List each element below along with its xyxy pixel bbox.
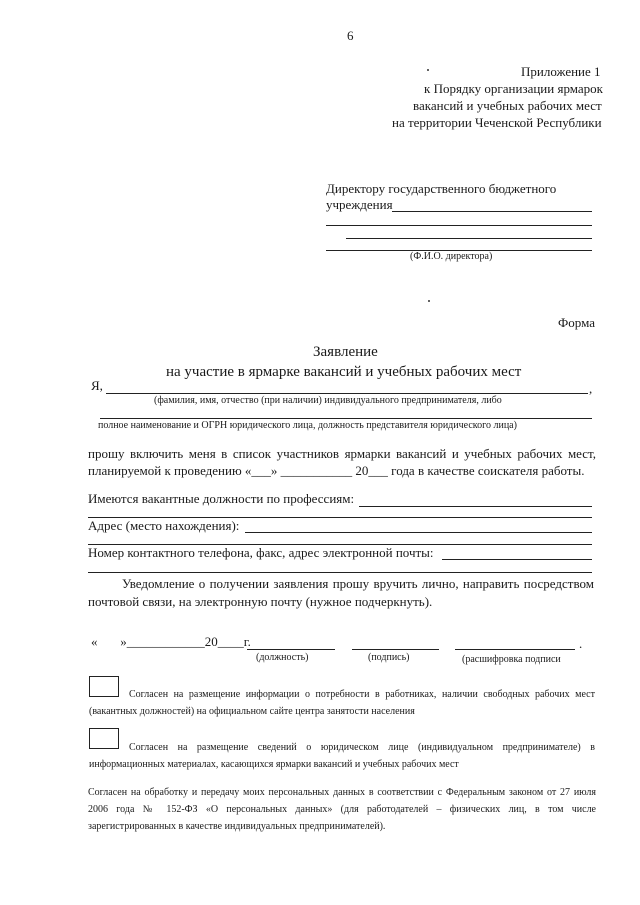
appendix-line4: на территории Чеченской Республики [392, 115, 602, 130]
scan-dot [428, 300, 430, 302]
director-fio-caption: (Ф.И.О. директора) [410, 251, 493, 262]
institution-name-field-2[interactable] [326, 225, 592, 226]
signature-caption: (подпись) [368, 652, 410, 663]
addressee-line1: Директору государственного бюджетного [326, 181, 557, 196]
scan-dot [427, 69, 429, 71]
signature-decode-field[interactable] [455, 649, 575, 650]
address-label: Адрес (место нахождения): [88, 518, 240, 533]
appendix-line3: вакансий и учебных рабочих мест [413, 98, 602, 113]
document-subtitle: на участие в ярмарке вакансий и учебных рабочих мест [166, 364, 522, 380]
applicant-prefix: Я, [91, 378, 103, 393]
applicant-org-field[interactable] [100, 418, 592, 419]
applicant-caption-1: (фамилия, имя, отчество (при наличии) индивидуального предпринимателя, либо [154, 395, 502, 406]
consent-personal-data-text: Согласен на обработку и передачу моих персональных данных в соответствии с Федеральным законом от 27 июля 2006 года № 152-ФЗ «О персональных данных» (для работодателей – физических лиц, в том числе зарегистрированных в качестве индивидуальных предпринимателей). [88, 787, 596, 832]
document-title: Заявление [313, 344, 378, 360]
signature-dot: . [579, 636, 583, 651]
applicant-name-field[interactable] [106, 393, 588, 394]
address-field[interactable] [245, 532, 592, 533]
position-field[interactable] [247, 649, 335, 650]
appendix-line1: Приложение 1 [521, 64, 601, 79]
appendix-line2: к Порядку организации ярмарок [424, 81, 603, 96]
addressee-line2: учреждения [326, 197, 393, 212]
request-line1: прошу включить меня в список участников ярмарки вакансий и учебных рабочих мест, [88, 446, 596, 461]
signature-date: « »____________20____г. [91, 634, 251, 649]
form-label: Форма [558, 315, 595, 330]
consent-website-text: Согласен на размещение информации о потребности в работниках, наличии свободных рабочих мест (вакантных должностей) на официальном сайте центра занятости населения [89, 689, 595, 717]
director-name-field[interactable] [346, 238, 592, 239]
applicant-caption-2: полное наименование и ОГРН юридического лица, должность представителя юридического лица) [98, 420, 517, 431]
institution-name-field[interactable] [392, 211, 592, 212]
page-number: 6 [347, 28, 354, 43]
contacts-field[interactable] [442, 559, 592, 560]
vacancies-label: Имеются вакантные должности по профессиям: [88, 491, 355, 506]
signature-field[interactable] [352, 649, 439, 650]
applicant-comma: , [589, 381, 593, 396]
position-caption: (должность) [256, 652, 309, 663]
contacts-label: Номер контактного телефона, факс, адрес электронной почты: [88, 545, 434, 560]
request-line2: планируемой к проведению «___» ___________ 20___ года в качестве соискателя работы. [88, 463, 585, 478]
decode-caption: (расшифровка подписи [462, 654, 561, 665]
notice-text: Уведомление о получении заявления прошу вручить лично, направить посредством почтовой связи, на электронную почту (нужное подчеркнуть). [88, 576, 594, 609]
consent-materials-text: Согласен на размещение сведений о юридическом лице (индивидуальном предпринимателе) в информационных материалах, касающихся ярмарки вакансий и учебных рабочих мест [89, 742, 595, 770]
vacancies-field[interactable] [359, 506, 592, 507]
contacts-field-2[interactable] [88, 572, 592, 573]
